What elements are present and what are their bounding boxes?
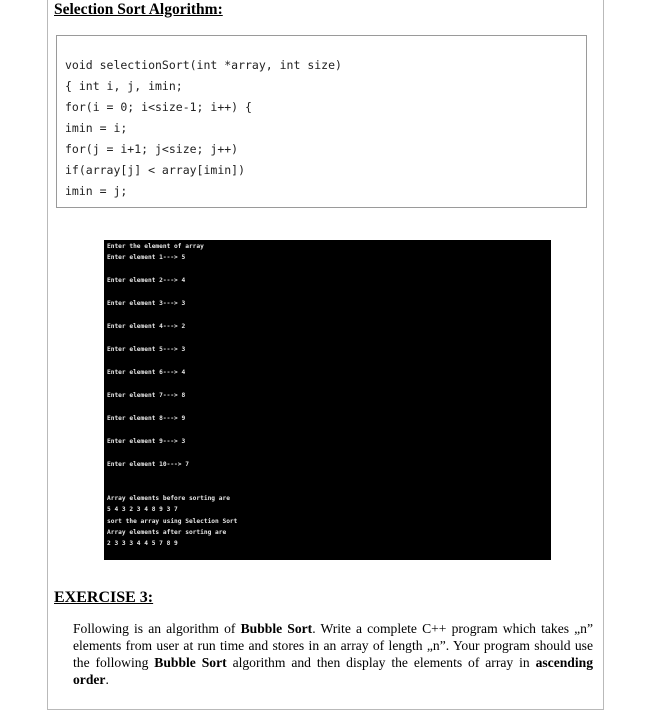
console-entry: Enter element 6---> 4 xyxy=(107,369,186,376)
exercise-text-part: . xyxy=(105,672,109,687)
console-entry: Enter element 10---> 7 xyxy=(107,461,189,468)
code-line: if(array[j] < array[imin]) xyxy=(65,163,246,177)
console-entry: Enter element 5---> 3 xyxy=(107,346,186,353)
exercise-bold-term: ascending order xyxy=(73,655,593,687)
exercise-text-part: Following is an algorithm of xyxy=(73,621,241,636)
console-entry: Enter element 8---> 9 xyxy=(107,415,186,422)
exercise-description xyxy=(73,620,593,688)
exercise-text-part: algorithm and then display the elements of array in xyxy=(226,655,536,670)
console-footer-line: 2 3 3 3 4 4 5 7 8 9 xyxy=(107,540,178,547)
console-entry: Enter element 2---> 4 xyxy=(107,277,186,284)
code-line: for(j = i+1; j<size; j++) xyxy=(65,142,239,156)
code-line: imin = i; xyxy=(65,121,128,135)
console-footer-line: 5 4 3 2 3 4 8 9 3 7 xyxy=(107,506,178,513)
code-line: for(i = 0; i<size-1; i++) { xyxy=(65,100,252,114)
console-entry: Enter element 7---> 8 xyxy=(107,392,186,399)
console-entry: Enter element 1---> 5 xyxy=(107,254,186,261)
console-header: Enter the element of array xyxy=(107,243,204,250)
exercise-bold-term: Bubble Sort xyxy=(240,621,313,636)
code-line: { int i, j, imin; xyxy=(65,79,183,93)
code-line: void selectionSort(int *array, int size) xyxy=(65,58,342,72)
console-entry: Enter element 9---> 3 xyxy=(107,438,186,445)
exercise-text-part: . Write a complete C++ program which takes „n” elements from user at run time and stores in an array of length „n”. Your program should use the following xyxy=(73,621,594,670)
exercise-title: EXERCISE 3: xyxy=(54,589,154,606)
code-block xyxy=(56,35,587,208)
console-footer-line: sort the array using Selection Sort xyxy=(107,518,238,525)
exercise-bold-term: Bubble Sort xyxy=(154,655,227,670)
console-output-screenshot xyxy=(104,240,551,560)
code-line: imin = j; xyxy=(65,184,128,198)
console-footer-line: Array elements before sorting are xyxy=(107,495,230,502)
section-title: Selection Sort Algorithm: xyxy=(54,1,223,18)
console-entry: Enter element 3---> 3 xyxy=(107,300,186,307)
console-entry: Enter element 4---> 2 xyxy=(107,323,186,330)
console-footer-line: Array elements after sorting are xyxy=(107,529,227,536)
